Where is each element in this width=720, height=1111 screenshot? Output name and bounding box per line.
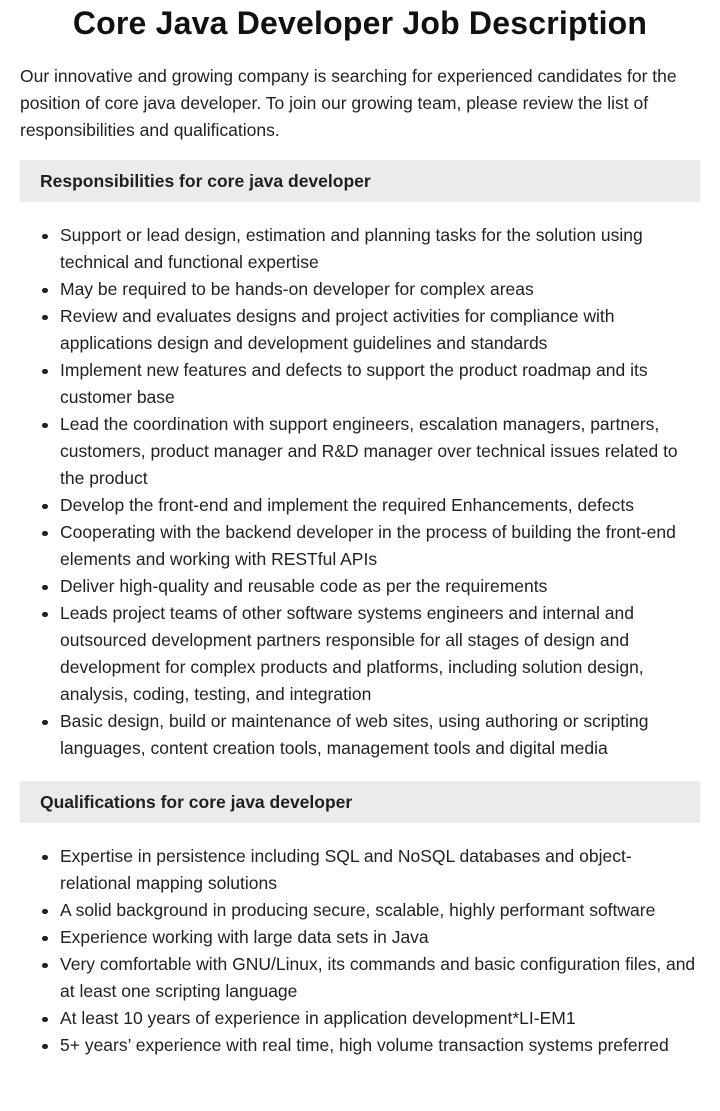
qualifications-heading: Qualifications for core java developer (20, 781, 700, 823)
intro-paragraph: Our innovative and growing company is searching for experienced candidates for the position of core java developer. To join our growing team, please review the list of responsibilities and qualifications. (20, 66, 677, 140)
list-item: Expertise in persistence including SQL and NoSQL databases and object-relational mapping solutions (60, 843, 700, 897)
list-item: 5+ years’ experience with real time, high volume transaction systems preferred (60, 1032, 700, 1059)
page-title: Core Java Developer Job Description (72, 5, 648, 41)
list-item: Very comfortable with GNU/Linux, its commands and basic configuration files, and at least one scripting language (60, 951, 700, 1005)
list-item: Leads project teams of other software systems engineers and internal and outsourced development partners responsible for all stages of design and development for complex products and platforms, including solution design, analysis, coding, testing, and integration (60, 600, 700, 708)
list-item: Lead the coordination with support engineers, escalation managers, partners, customers, product manager and R&D manager over technical issues related to the product (60, 411, 700, 492)
list-item: At least 10 years of experience in application development*LI-EM1 (60, 1005, 700, 1032)
list-item: Review and evaluates designs and project activities for compliance with applications design and development guidelines and standards (60, 303, 700, 357)
list-item: Cooperating with the backend developer in the process of building the front-end elements and working with RESTful APIs (60, 519, 700, 573)
list-item: Develop the front-end and implement the required Enhancements, defects (60, 492, 700, 519)
list-item: Basic design, build or maintenance of web sites, using authoring or scripting languages, content creation tools, management tools and digital media (60, 708, 700, 762)
responsibilities-list (20, 222, 700, 762)
list-item: Deliver high-quality and reusable code as per the requirements (60, 573, 700, 600)
qualifications-list (20, 843, 700, 1059)
list-item: A solid background in producing secure, scalable, highly performant software (60, 897, 700, 924)
list-item: May be required to be hands-on developer for complex areas (60, 276, 700, 303)
list-item: Implement new features and defects to support the product roadmap and its customer base (60, 357, 700, 411)
list-item: Support or lead design, estimation and planning tasks for the solution using technical and functional expertise (60, 222, 700, 276)
list-item: Experience working with large data sets in Java (60, 924, 700, 951)
responsibilities-heading: Responsibilities for core java developer (20, 160, 700, 202)
